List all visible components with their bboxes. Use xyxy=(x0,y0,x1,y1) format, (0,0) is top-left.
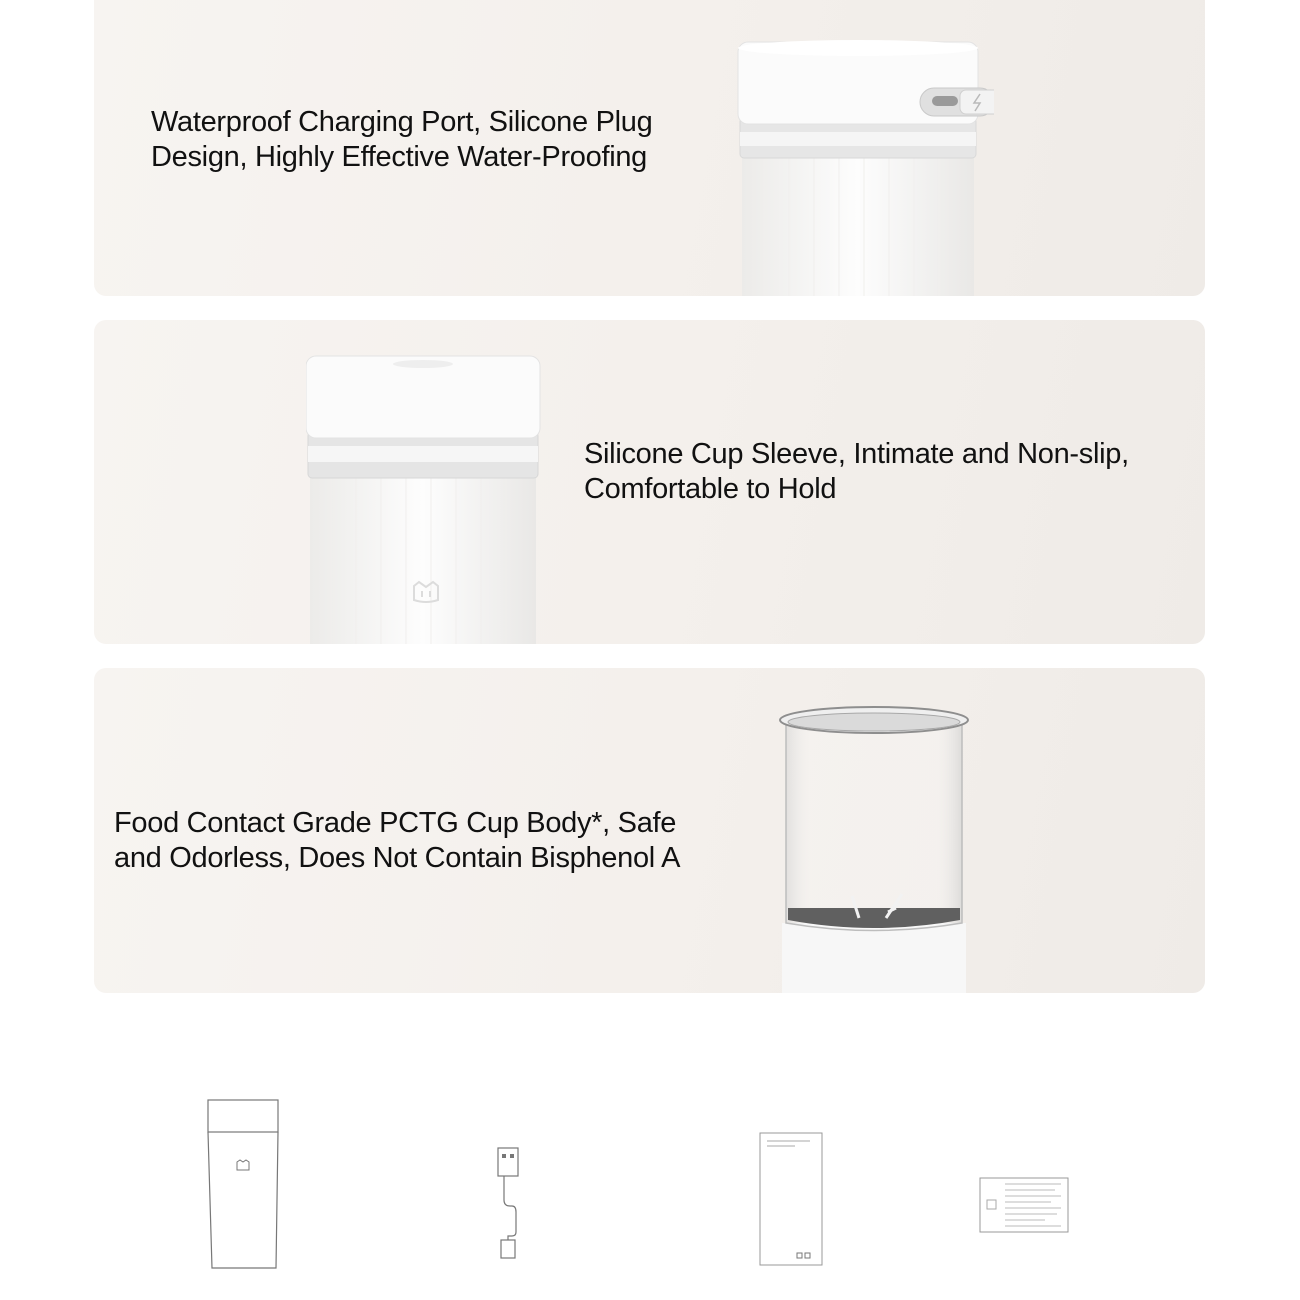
usb-cable-outline-icon xyxy=(490,1140,526,1265)
caption-line: Waterproof Charging Port, Silicone Plug xyxy=(151,106,653,138)
transparent-cup-illustration xyxy=(774,698,974,993)
blender-lid-charging-port-illustration xyxy=(734,0,994,296)
caption-line: Comfortable to Hold xyxy=(584,473,837,505)
caption-line: and Odorless, Does Not Contain Bisphenol A xyxy=(114,842,681,874)
blender-cup-outline-icon xyxy=(196,1090,286,1275)
feature-panel-charging-port xyxy=(94,0,1205,296)
feature-caption xyxy=(114,806,774,876)
caption-line: Food Contact Grade PCTG Cup Body*, Safe xyxy=(114,807,677,839)
manual-outline-icon xyxy=(755,1125,830,1270)
feature-caption xyxy=(584,437,1184,507)
mi-logo-icon xyxy=(237,1160,249,1170)
feature-caption xyxy=(151,105,751,175)
caption-line: Design, Highly Effective Water-Proofing xyxy=(151,141,648,173)
blender-silicone-sleeve-illustration xyxy=(306,320,546,644)
feature-panel-silicone-sleeve xyxy=(94,320,1205,644)
usb-c-port xyxy=(920,88,994,116)
warranty-card-outline-icon xyxy=(975,1172,1075,1237)
caption-line: Silicone Cup Sleeve, Intimate and Non-slip, xyxy=(584,438,1129,470)
feature-panel-pctg-cup xyxy=(94,668,1205,993)
